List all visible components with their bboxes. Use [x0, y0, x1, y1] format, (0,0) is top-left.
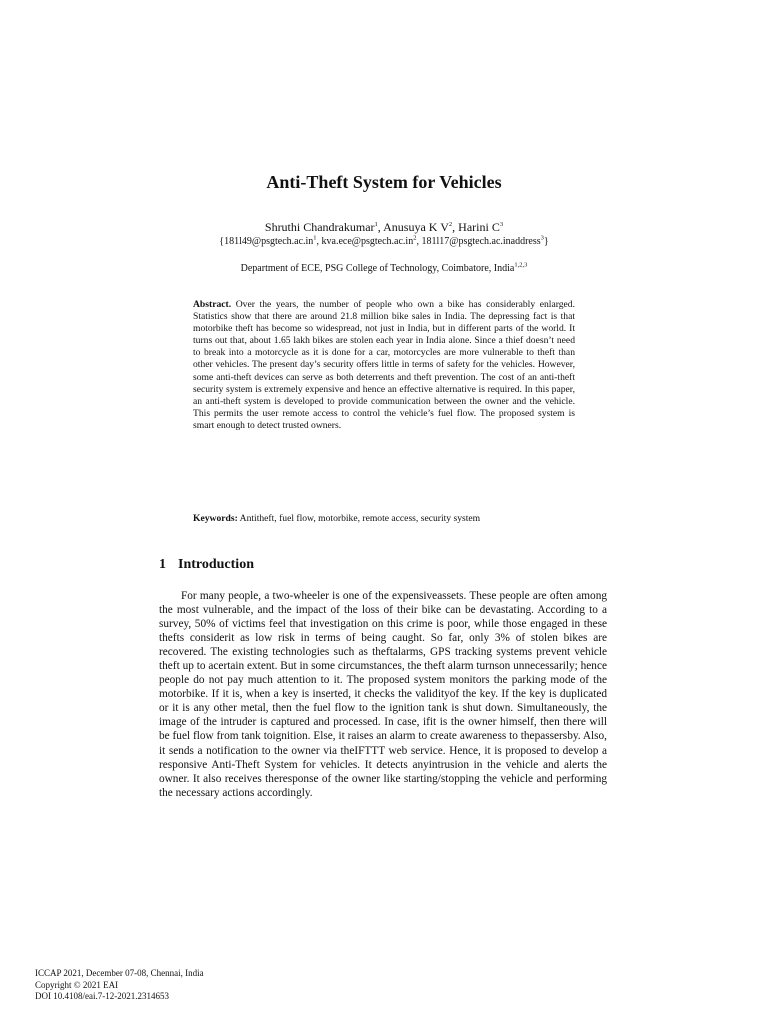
paper-title: Anti-Theft System for Vehicles — [266, 172, 502, 192]
author-name: Shruthi Chandrakumar — [264, 220, 375, 234]
email-open-brace: { — [219, 236, 225, 247]
footer-conference: ICCAP 2021, December 07-08, Chennai, India — [35, 968, 204, 978]
email-close-brace: } — [543, 236, 549, 247]
author-separator: , — [377, 220, 384, 234]
affiliation-text: Department of ECE, PSG College of Technology, Coimbatore, India — [240, 263, 515, 274]
abstract-text: Over the years, the number of people who own a bike has considerably enlarged. Statistics show that there are around 21.8 million bike sales in India. The depressing fact is that motorbike theft has become so widespread, not just in India, but in different parts of the world. It turns out that, about 1.65 lakh bikes are stolen each year in India alone. Since a thief doesn’t need to break into a motorcycle as it is done for a car, motorcycles are more vulnerable to theft than other vehicles. The present day’s security offers little in terms of safety for the vehicles. However, some anti-theft devices can serve as both deterrents and theft prevention. The cost of an anti-theft security system is extremely expensive and hence an effective alternative is required. In this paper, an anti-theft system is developed to provide communication between the owner and the vehicle. This permits the user remote access to control the vehicle’s fuel flow. The proposed system is smart enough to detect trusted owners. — [193, 299, 575, 431]
footer-copyright: Copyright © 2021 EAI — [35, 979, 119, 990]
abstract — [193, 299, 575, 432]
affiliation-mark: 1,2,3 — [514, 261, 528, 269]
author-affiliation-mark: 3 — [499, 221, 504, 228]
email-separator: , — [416, 236, 422, 247]
keywords-text: Antitheft, fuel flow, motorbike, remote access, security system — [239, 513, 481, 524]
author-emails — [0, 236, 768, 247]
author-separator: , — [452, 220, 459, 234]
email-affiliation-mark: 1 — [313, 234, 317, 242]
keywords — [193, 513, 593, 524]
section-title: Introduction — [178, 557, 254, 572]
section-heading — [159, 557, 254, 573]
email-separator: , — [316, 236, 322, 247]
author-name: Harini C — [458, 220, 500, 234]
introduction-body: For many people, a two-wheeler is one of the expensiveassets. These people are often among the most vulnerable, and the impact of the loss of their bike can be devastating. According to a survey, 50% of victims feel that investigation on this crime is poor, while those engaged in these thefts considerit as low risk in terms of being caught. So far, only 3% of stolen bikes are recovered. The existing technologies such as theftalarms, GPS tracking systems prevent vehicle theft up to acertain extent. But in some circumstances, the theft alarm turnson unnecessarily; hence people do not pay much attention to it. The proposed system monitors the parking mode of the motorbike. If it is, when a key is inserted, it checks the validityof the key. If the key is duplicated or it is any other metal, then the fuel flow to the ignition tank is shut down. Simultaneously, the image of the intruder is captured and processed. In case, ifit is the owner himself, then there will be fuel flow from tank toignition. Else, it raises an alarm to create awareness to thepassersby. Also, it sends a notification to the owner via theIFTTT web service. Hence, it is proposed to develop a responsive Anti-Theft System for vehicles. It detects anyintrusion in the vehicle and alerts the owner. It also receives theresponse of the owner like starting/stopping the vehicle and performing the necessary actions accordingly. — [159, 590, 607, 799]
author-name: Anusuya K V — [383, 220, 449, 234]
email-affiliation-mark: 3 — [540, 234, 544, 242]
author-affiliation-mark: 1 — [374, 221, 378, 228]
author-email: kva.ece@psgtech.ac.in — [321, 236, 414, 247]
author-affiliation-mark: 2 — [448, 221, 453, 228]
email-affiliation-mark: 2 — [413, 234, 417, 242]
page-footer — [35, 968, 204, 1003]
keywords-label: Keywords: — [193, 513, 238, 524]
author-email: 181l17@psgtech.ac.inaddress — [421, 236, 541, 247]
section-number: 1 — [159, 557, 166, 572]
footer-doi: DOI 10.4108/eai.7-12-2021.2314653 — [35, 991, 169, 1001]
author-email: 181l49@psgtech.ac.in — [224, 236, 314, 247]
abstract-label: Abstract. — [193, 299, 232, 310]
author-list — [0, 220, 768, 235]
affiliation — [0, 263, 768, 274]
